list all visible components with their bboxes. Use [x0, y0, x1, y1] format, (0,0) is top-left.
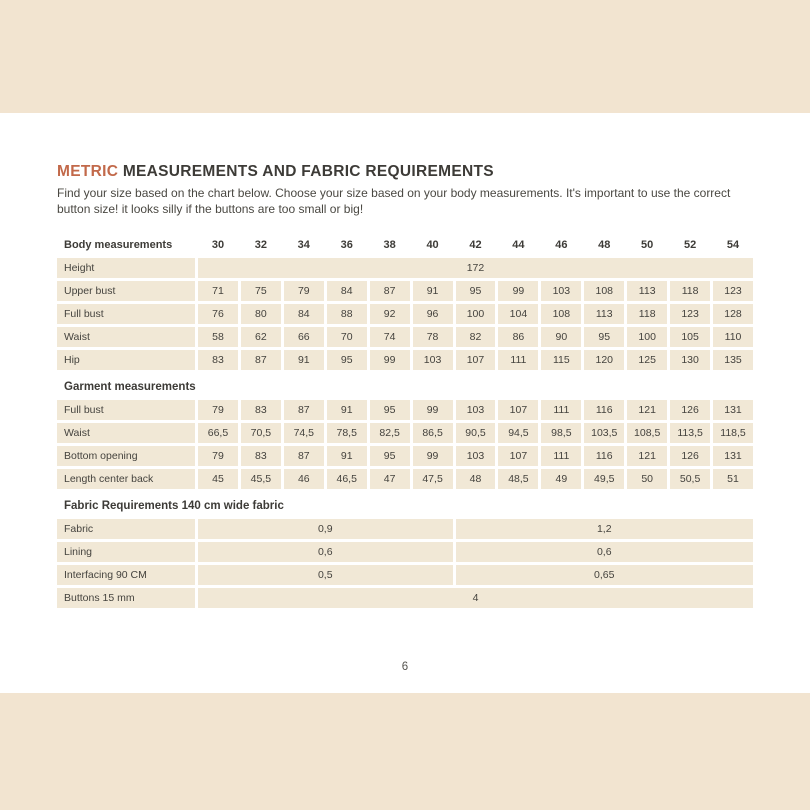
table-cell: 107	[498, 400, 538, 420]
table-cell: 48,5	[498, 469, 538, 489]
row-label: Lining	[57, 542, 195, 562]
row-label: Interfacing 90 CM	[57, 565, 195, 585]
table-cell: 121	[627, 446, 667, 466]
size-column-header: 42	[469, 238, 482, 251]
table-cell: 58	[198, 327, 238, 347]
table-cell-merged: 0,6	[198, 542, 453, 562]
table-cell: 111	[541, 400, 581, 420]
table-cell: 105	[670, 327, 710, 347]
document-page	[0, 113, 810, 693]
row-label: Height	[57, 258, 195, 278]
table-cell: 87	[284, 446, 324, 466]
intro-paragraph: Find your size based on the chart below. Choose your size based on your body measurements. It's important to use the correct button size! it looks silly if the buttons are too small or big!	[57, 186, 731, 216]
table-cell: 100	[627, 327, 667, 347]
table-cell: 46	[284, 469, 324, 489]
table-cell: 91	[413, 281, 453, 301]
table-cell: 98,5	[541, 423, 581, 443]
table-cell: 48	[456, 469, 496, 489]
table-cell: 90	[541, 327, 581, 347]
table-cell-merged: 0,65	[456, 565, 753, 585]
size-column-header: 30	[211, 238, 225, 251]
table-cell: 99	[498, 281, 538, 301]
table-cell: 83	[198, 350, 238, 370]
size-column-header: 54	[726, 238, 740, 251]
table-cell: 84	[327, 281, 367, 301]
section-heading: Fabric Requirements 140 cm wide fabric	[64, 499, 284, 512]
row-label: Bottom opening	[57, 446, 195, 466]
table-cell: 99	[370, 350, 410, 370]
table-cell: 123	[713, 281, 753, 301]
row-label: Length center back	[57, 469, 195, 489]
table-cell: 45,5	[241, 469, 281, 489]
row-label: Waist	[57, 327, 195, 347]
page-title	[57, 163, 753, 181]
table-cell: 47,5	[413, 469, 453, 489]
table-cell: 110	[713, 327, 753, 347]
table-cell: 70	[327, 327, 367, 347]
table-cell: 103	[456, 446, 496, 466]
table-cell: 95	[584, 327, 624, 347]
table-cell: 108	[584, 281, 624, 301]
table-cell: 49,5	[584, 469, 624, 489]
table-cell: 74	[370, 327, 410, 347]
table-grid	[57, 400, 753, 489]
table-cell: 71	[198, 281, 238, 301]
table-cell: 83	[241, 400, 281, 420]
table-cell: 51	[713, 469, 753, 489]
table-cell: 135	[713, 350, 753, 370]
table-cell: 50	[627, 469, 667, 489]
row-label: Waist	[57, 423, 195, 443]
table-cell: 99	[413, 446, 453, 466]
table-cell: 115	[541, 350, 581, 370]
table-cell: 116	[584, 400, 624, 420]
table-cell: 78,5	[327, 423, 367, 443]
table-cell: 87	[284, 400, 324, 420]
size-column-header: 44	[512, 238, 525, 251]
table-cell: 79	[198, 446, 238, 466]
table-cell-merged: 1,2	[456, 519, 753, 539]
table-cell: 75	[241, 281, 281, 301]
table-cell: 62	[241, 327, 281, 347]
table-cell-merged: 0,9	[198, 519, 453, 539]
table-cell: 87	[241, 350, 281, 370]
table-cell: 95	[370, 446, 410, 466]
table-cell: 82	[456, 327, 496, 347]
size-column-header: 50	[641, 238, 654, 251]
table-cell: 47	[370, 469, 410, 489]
table-cell-merged: 172	[198, 258, 753, 278]
table-cell: 74,5	[284, 423, 324, 443]
table-cell: 49	[541, 469, 581, 489]
table-cell: 79	[198, 400, 238, 420]
table-cell: 66,5	[198, 423, 238, 443]
table-cell: 113,5	[670, 423, 710, 443]
table-cell: 107	[456, 350, 496, 370]
table-cell: 103	[541, 281, 581, 301]
table-cell: 131	[713, 446, 753, 466]
section-heading: Garment measurements	[64, 380, 196, 393]
page-title-rest: MEASUREMENTS AND FABRIC REQUIREMENTS	[118, 163, 494, 180]
table-cell: 131	[713, 400, 753, 420]
table-cell: 126	[670, 400, 710, 420]
size-column-header: 40	[426, 238, 439, 251]
table-cell: 104	[498, 304, 538, 324]
table-cell: 88	[327, 304, 367, 324]
table-cell: 76	[198, 304, 238, 324]
page-title-highlight: METRIC	[57, 163, 119, 180]
table-cell: 92	[370, 304, 410, 324]
table-cell: 103,5	[584, 423, 624, 443]
table-cell: 84	[284, 304, 324, 324]
table-cell: 107	[498, 446, 538, 466]
table-cell: 130	[670, 350, 710, 370]
table-cell: 126	[670, 446, 710, 466]
table-cell: 86	[498, 327, 538, 347]
table-cell: 118	[670, 281, 710, 301]
size-column-header: 52	[683, 238, 697, 251]
table-cell: 103	[413, 350, 453, 370]
table-cell: 91	[327, 400, 367, 420]
table-cell: 91	[327, 446, 367, 466]
table-cell: 96	[413, 304, 453, 324]
size-column-header: 46	[555, 238, 568, 251]
page-content	[0, 113, 810, 693]
table-cell: 100	[456, 304, 496, 324]
row-label: Buttons 15 mm	[57, 588, 195, 608]
row-label: Full bust	[57, 400, 195, 420]
size-column-header: 48	[598, 238, 611, 251]
table-cell: 46,5	[327, 469, 367, 489]
table-cell: 120	[584, 350, 624, 370]
table-cell: 118,5	[713, 423, 753, 443]
row-label: Fabric	[57, 519, 195, 539]
table-cell: 99	[413, 400, 453, 420]
table-cell: 91	[284, 350, 324, 370]
table-cell: 79	[284, 281, 324, 301]
table-cell: 111	[498, 350, 538, 370]
table-cell: 95	[456, 281, 496, 301]
table-cell: 111	[541, 446, 581, 466]
table-cell: 121	[627, 400, 667, 420]
table-cell-merged: 4	[198, 588, 753, 608]
row-label: Hip	[57, 350, 195, 370]
table-cell-merged: 0,5	[198, 565, 453, 585]
measurements-table	[57, 235, 753, 608]
table-cell: 103	[456, 400, 496, 420]
table-header-label: Body measurements	[64, 238, 173, 251]
table-cell: 45	[198, 469, 238, 489]
row-label: Full bust	[57, 304, 195, 324]
table-cell: 90,5	[456, 423, 496, 443]
table-cell: 116	[584, 446, 624, 466]
row-label: Upper bust	[57, 281, 195, 301]
table-cell: 128	[713, 304, 753, 324]
size-column-header: 34	[297, 238, 310, 251]
table-cell: 87	[370, 281, 410, 301]
table-cell: 94,5	[498, 423, 538, 443]
table-cell: 118	[627, 304, 667, 324]
table-cell: 80	[241, 304, 281, 324]
table-cell: 108,5	[627, 423, 667, 443]
table-cell: 70,5	[241, 423, 281, 443]
table-cell: 125	[627, 350, 667, 370]
table-cell: 123	[670, 304, 710, 324]
table-cell: 108	[541, 304, 581, 324]
table-grid	[57, 258, 753, 370]
table-grid	[57, 519, 753, 608]
size-column-header: 38	[383, 238, 396, 251]
table-cell: 95	[327, 350, 367, 370]
size-column-header: 32	[254, 238, 267, 251]
table-cell: 113	[584, 304, 624, 324]
table-cell: 86,5	[413, 423, 453, 443]
table-cell-merged: 0,6	[456, 542, 753, 562]
table-cell: 83	[241, 446, 281, 466]
size-column-header: 36	[340, 238, 353, 251]
table-cell: 113	[627, 281, 667, 301]
table-cell: 66	[284, 327, 324, 347]
table-cell: 78	[413, 327, 453, 347]
table-grid	[57, 235, 753, 255]
table-cell: 50,5	[670, 469, 710, 489]
table-cell: 95	[370, 400, 410, 420]
page-number: 6	[401, 661, 409, 673]
table-cell: 82,5	[370, 423, 410, 443]
